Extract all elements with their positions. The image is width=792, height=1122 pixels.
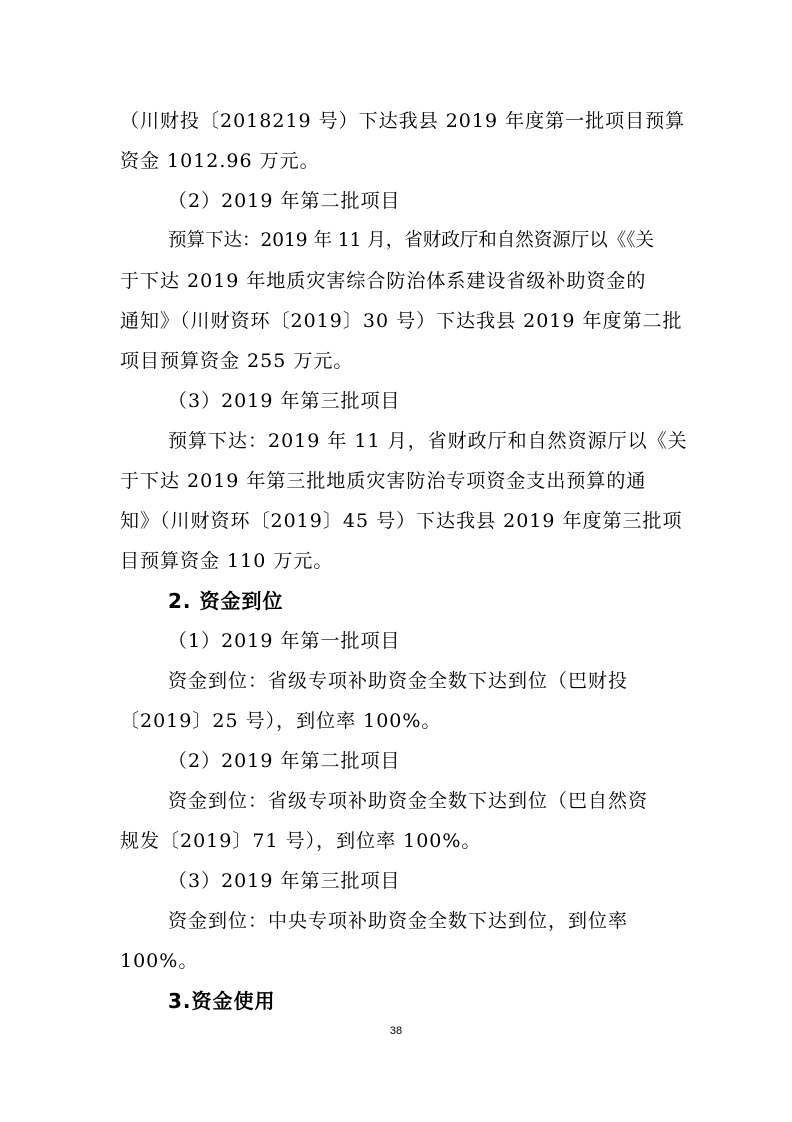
text-line: 于下达 2019 年地质灾害综合防治体系建设省级补助资金的 <box>120 270 647 292</box>
text-line: 预算下达：2019 年 11 月，省财政厅和自然资源厅以《关 <box>168 430 688 452</box>
subheading: （3）2019 年第三批项目 <box>168 870 401 892</box>
text-line: 项目预算资金 255 万元。 <box>120 350 354 372</box>
text-line: 目预算资金 110 万元。 <box>120 550 334 572</box>
text-line: 资金到位：省级专项补助资金全数下达到位（巴财投 <box>168 670 629 692</box>
text-line: 资金到位：中央专项补助资金全数下达到位，到位率 <box>168 910 629 932</box>
section-heading: 2. 资金到位 <box>168 589 284 613</box>
text-line: 100%。 <box>120 950 199 972</box>
subheading: （3）2019 年第三批项目 <box>168 390 401 412</box>
text-line: 资金 1012.96 万元。 <box>120 150 320 172</box>
text-line: （川财投〔2018219 号）下达我县 2019 年度第一批项目预算 <box>120 110 686 132</box>
text-line: 〔2019〕25 号），到位率 100%。 <box>120 710 442 732</box>
subheading: （1）2019 年第一批项目 <box>168 630 401 652</box>
page-number: 38 <box>389 1025 403 1037</box>
text-line: 于下达 2019 年第三批地质灾害防治专项资金支出预算的通 <box>120 470 647 492</box>
text-line: 预算下达：2019 年 11 月，省财政厅和自然资源厅以《《关 <box>168 230 655 251</box>
subheading: （2）2019 年第二批项目 <box>168 190 401 212</box>
section-heading: 3.资金使用 <box>168 989 276 1013</box>
text-line: 通知》（川财资环〔2019〕30 号）下达我县 2019 年度第二批 <box>120 310 683 332</box>
text-line: 资金到位：省级专项补助资金全数下达到位（巴自然资 <box>168 790 649 812</box>
subheading: （2）2019 年第二批项目 <box>168 750 401 772</box>
text-line: 规发〔2019〕71 号），到位率 100%。 <box>120 830 482 852</box>
text-line: 知》（川财资环〔2019〕45 号）下达我县 2019 年度第三批项 <box>120 510 683 532</box>
